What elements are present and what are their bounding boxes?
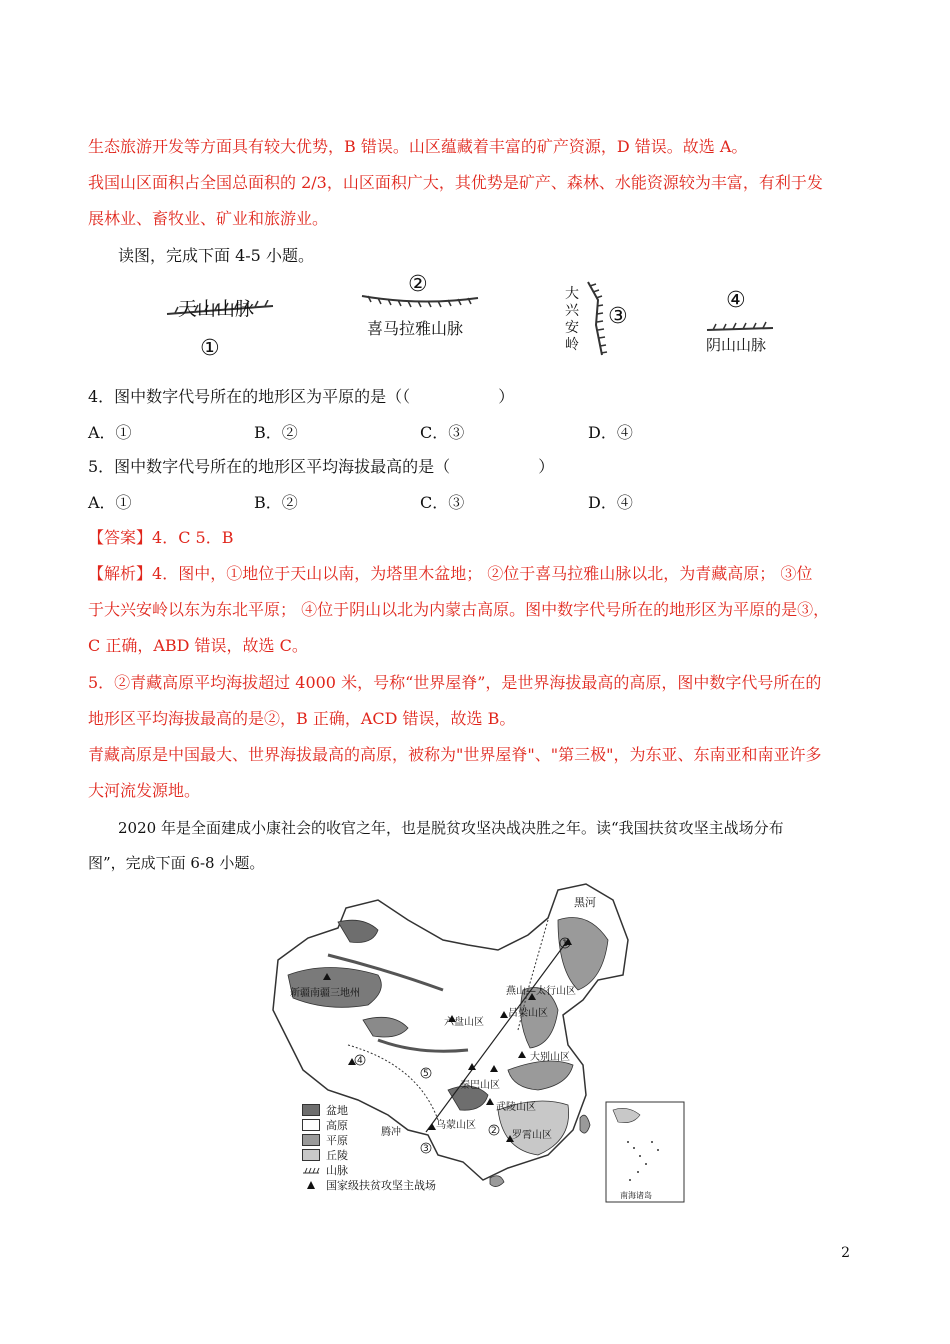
tianshan-label: 天山山脉 [178,298,255,320]
map-label-tengchong: 腾冲 [381,1127,401,1138]
legend-hills: 丘陵 [302,1147,348,1163]
analysis-line-2: 于大兴安岭以东为东北平原； ④位于阴山以北为内蒙古高原。图中数字代号所在的地形区为平原的是③， [88,600,830,619]
read-figure-instruction: 读图，完成下面 4-5 小题。 [118,246,314,265]
yinshan-hatch [705,320,775,334]
page-number: 2 [841,1245,850,1261]
answer-line [88,528,233,548]
legend-poverty-area: 国家级扶贫攻坚主战场 [302,1177,436,1193]
legend-plateau-swatch [302,1119,320,1131]
analysis-line-1: 【解析】4．图中，①地位于天山以南，为塔里木盆地； ②位于喜马拉雅山脉以北，为青藏高原； ③位 [88,564,813,583]
himalaya-label: 喜马拉雅山脉 [367,319,464,338]
marker-1: ① [200,336,220,361]
map-label-xinjiang: 新疆南疆三地州 [290,988,360,999]
triangle-icon [302,1180,320,1190]
yinshan-label: 阴山山脉 [706,336,767,354]
analysis-line-7: 大河流发源地。 [88,781,201,800]
map-label-luoxiao: 罗霄山区 [512,1130,552,1141]
intro-6-8-line-1: 2020 年是全面建成小康社会的收官之年，也是脱贫攻坚决战决胜之年。读“我国扶贫攻坚主战场分布 [118,819,784,837]
para-top-3: 展林业、畜牧业、矿业和旅游业。 [88,209,329,228]
legend-mountain: 山脉 [302,1162,348,1178]
marker-4: ④ [726,288,746,313]
legend-plain: 平原 [302,1132,348,1148]
svg-text:3: 3 [423,1144,429,1154]
legend-plain-swatch [302,1134,320,1146]
map-label-wuling: 武陵山区 [496,1102,536,1113]
q4-option-d[interactable]: D．④ [588,423,633,442]
legend-basin-swatch [302,1104,320,1116]
q5-option-b[interactable]: B．② [254,493,298,512]
map-label-liupan: 六盘山区 [444,1017,484,1028]
q4-option-a[interactable]: A．① [88,423,132,442]
answer-tag: 【答案】 [88,528,153,547]
poverty-map [268,880,688,1205]
question-4: 4．图中数字代号所在的地形区为平原的是（（ ） [88,387,515,406]
map-label-heihe: 黑河 [574,896,596,909]
map-label-wumeng: 乌蒙山区 [436,1120,476,1131]
himalaya-hatch [360,290,480,310]
analysis-line-5: 地形区平均海拔最高的是②，B 正确，ACD 错误，故选 B。 [88,709,516,728]
intro-6-8-line-2: 图”，完成下面 6-8 小题。 [88,854,265,872]
legend-hills-swatch [302,1149,320,1161]
para-top-2: 我国山区面积占全国总面积的 2/3，山区面积广大，其优势是矿产、森林、水能资源较为丰富，有利于发 [88,173,823,192]
q4-option-b[interactable]: B．② [254,423,298,442]
daxinganling-label: 大 兴 安 岭 [565,286,579,353]
q5-option-a[interactable]: A．① [88,493,132,512]
para-top-1: 生态旅游开发等方面具有较大优势，B 错误。山区蕴藏着丰富的矿产资源，D 错误。故选 A。 [88,137,748,156]
map-label-lvliang: 吕梁山区 [508,1008,548,1019]
question-5: 5．图中数字代号所在的地形区平均海拔最高的是（ ） [88,457,555,476]
svg-text:1: 1 [562,939,568,949]
answer-text: 4．C 5．B [152,528,234,547]
analysis-tag: 【解析】 [88,564,153,583]
map-label-nanhai: 南海诸岛 [620,1191,652,1200]
q5-option-d[interactable]: D．④ [588,493,633,512]
daxinganling-hatch [580,280,610,360]
legend-plateau: 高原 [302,1117,348,1133]
map-label-qinba: 秦巴山区 [460,1080,500,1091]
svg-text:2: 2 [491,1126,497,1136]
analysis-line-4: 5．②青藏高原平均海拔超过 4000 米，号称“世界屋脊”，是世界海拔最高的高原，图中数字代号所在的 [88,673,822,692]
marker-3: ③ [608,304,628,329]
q5-option-c[interactable]: C．③ [420,493,465,512]
q4-option-c[interactable]: C．③ [420,423,465,442]
analysis-line-3: C 正确，ABD 错误，故选 C。 [88,636,308,655]
map-label-dabie: 大别山区 [530,1052,570,1063]
mountain-icon [302,1165,320,1175]
map-label-yanshan: 燕山—太行山区 [506,986,576,997]
legend-basin: 盆地 [302,1102,348,1118]
analysis-line-6: 青藏高原是中国最大、世界海拔最高的高原，被称为"世界屋脊"、"第三极"，为东亚、东南亚和南亚许多 [88,745,822,764]
svg-text:4: 4 [357,1056,363,1066]
mountain-figure [160,270,800,370]
svg-text:5: 5 [423,1069,429,1079]
marker-2: ② [408,272,428,297]
